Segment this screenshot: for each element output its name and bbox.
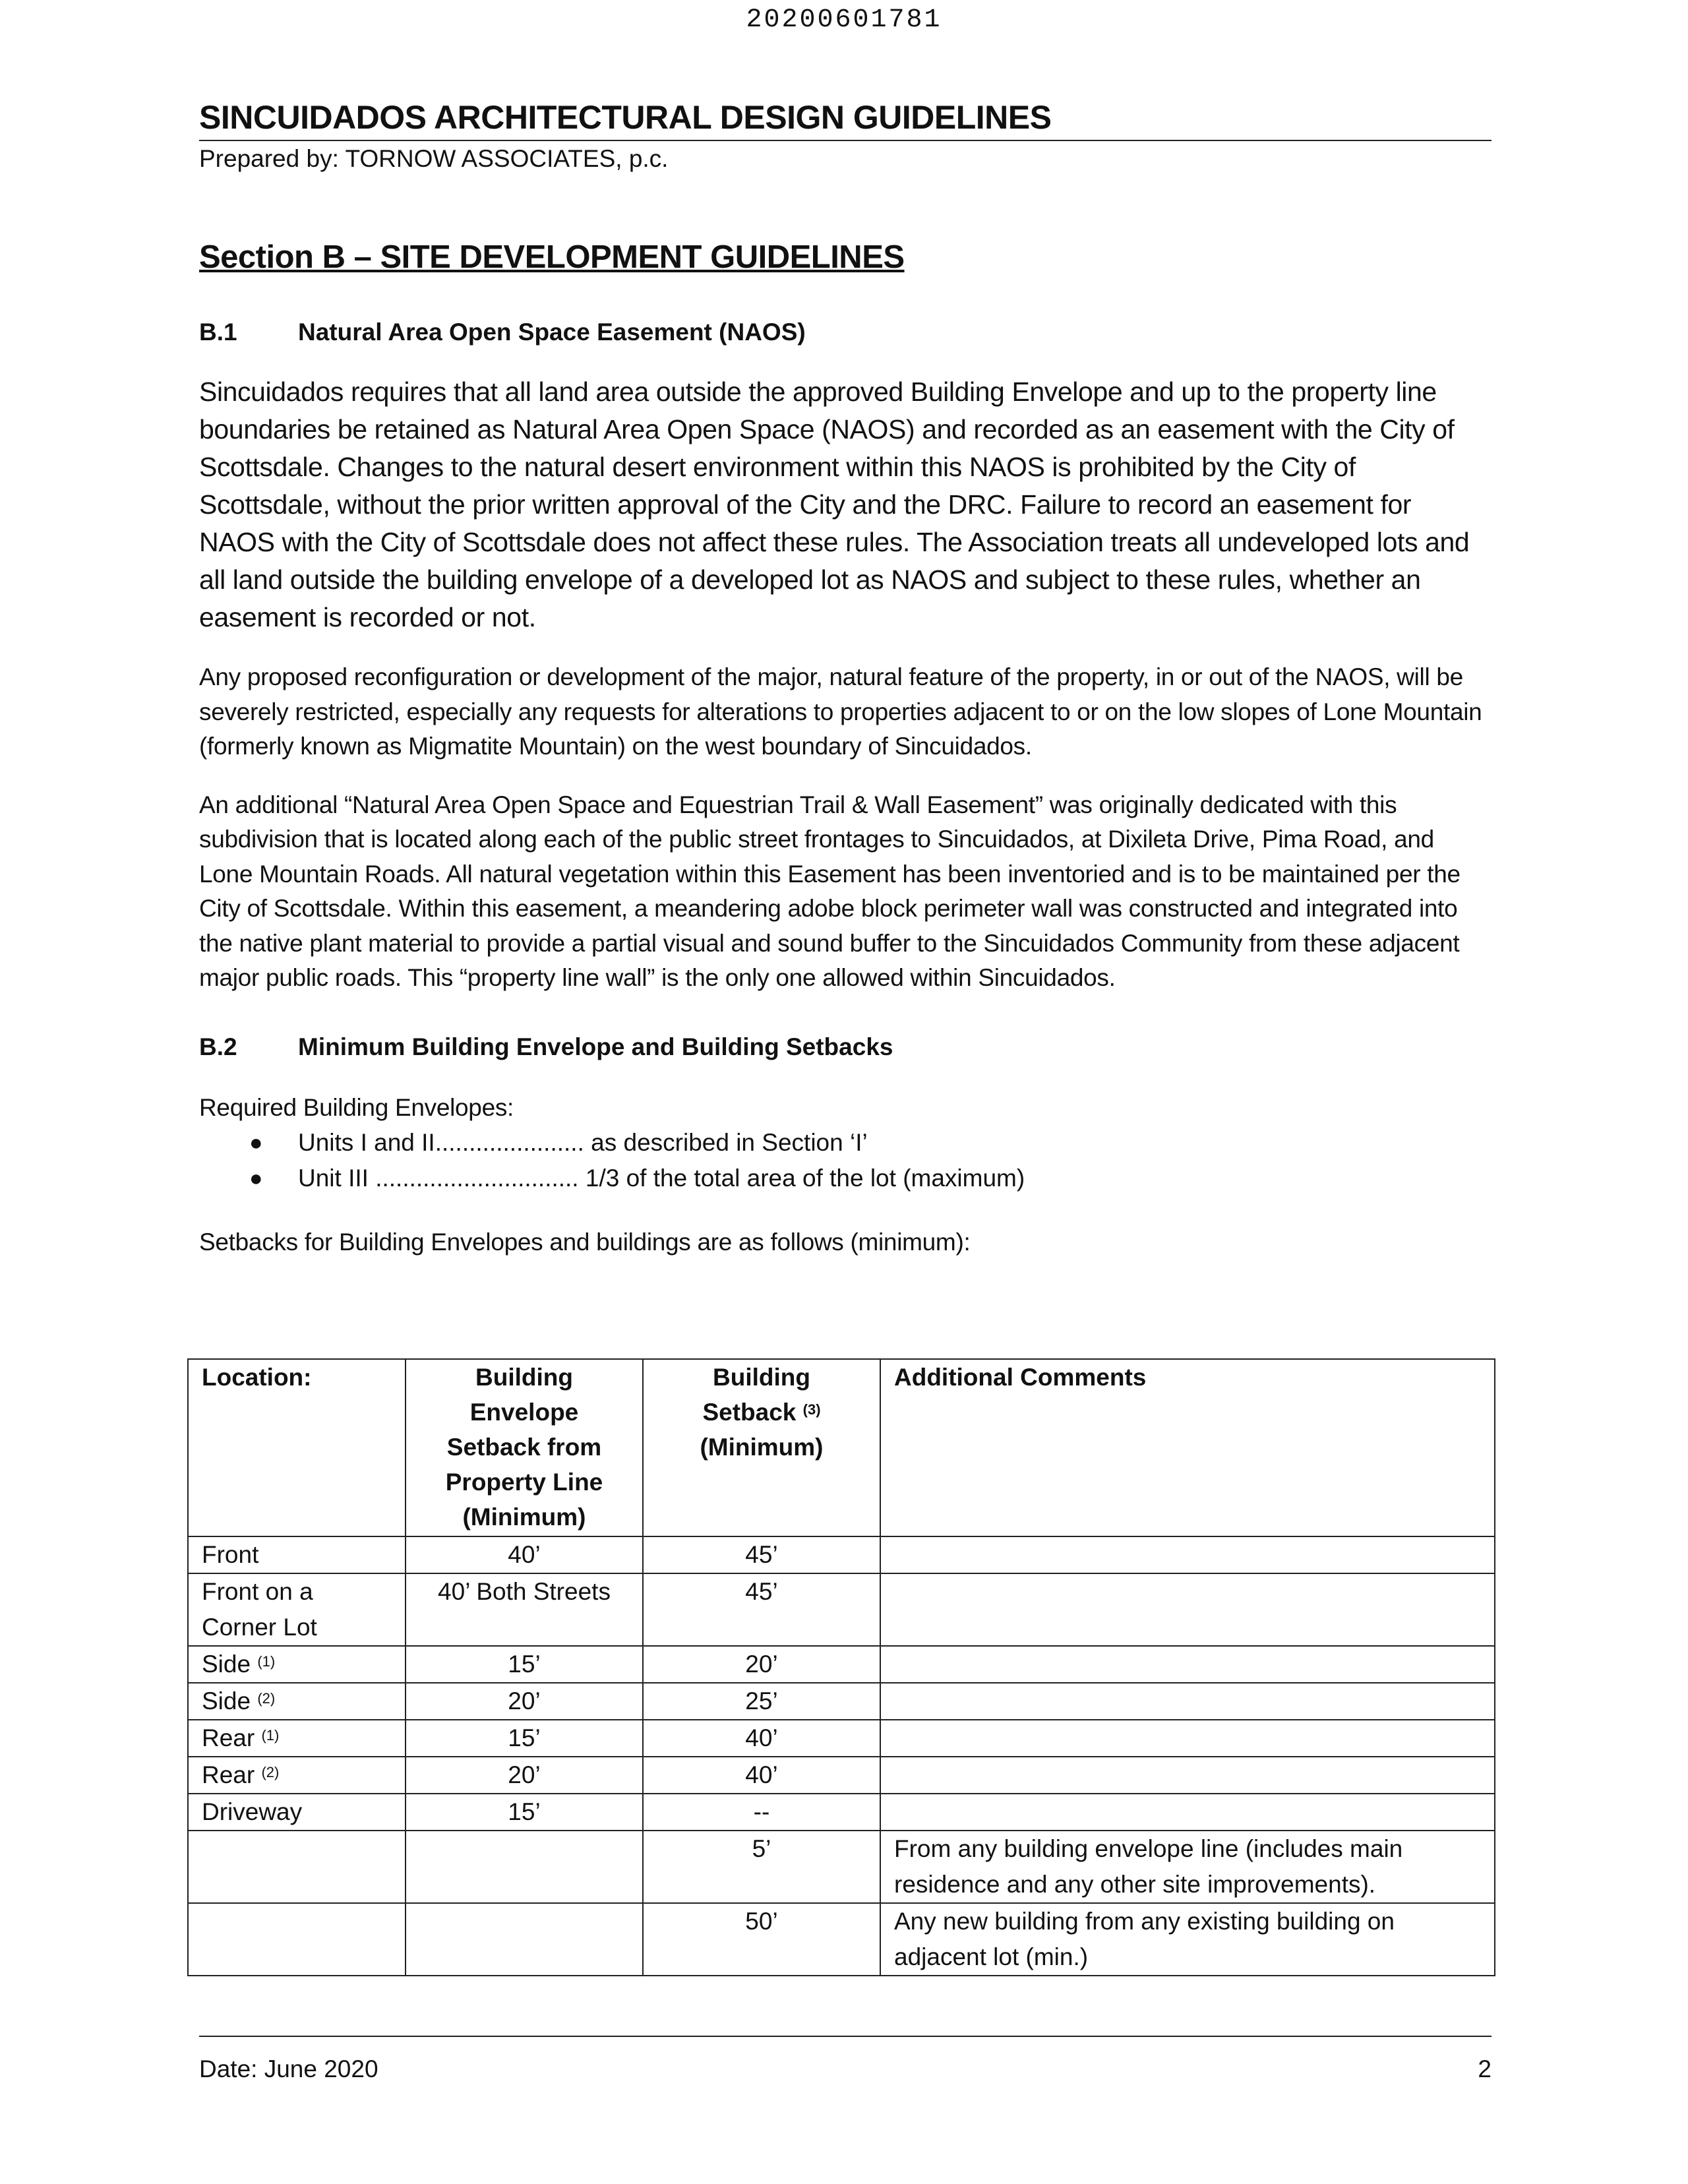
header-divider [199, 140, 1492, 141]
location-cell: Driveway [188, 1794, 406, 1831]
location-cell [188, 1903, 406, 1976]
envelope-cell: 40’ Both Streets [406, 1573, 643, 1646]
comment-cell [880, 1720, 1495, 1757]
b1-number: B.1 [199, 318, 237, 346]
list-item: ● Unit III .............................. 1/3 of the total area of the lot (maximum) [199, 1161, 1492, 1196]
location-cell: Side $^{(2)}$ [188, 1683, 406, 1720]
page-header [199, 98, 1492, 174]
envelope-cell [406, 1831, 643, 1903]
setback-cell: 40’ [643, 1757, 880, 1794]
comment-cell [880, 1646, 1495, 1683]
bullet-icon: ● [249, 1166, 263, 1191]
comment-cell [880, 1573, 1495, 1646]
b1-title: Natural Area Open Space Easement (NAOS) [298, 318, 806, 346]
location-cell: Front [188, 1536, 406, 1573]
page-footer [199, 2036, 1492, 2086]
required-envelopes-label: Required Building Envelopes: [199, 1093, 514, 1121]
footer-date: Date: June 2020 [199, 2055, 378, 2082]
comment-cell [880, 1757, 1495, 1794]
document-title: SINCUIDADOS ARCHITECTURAL DESIGN GUIDELINES [199, 99, 1052, 136]
setback-cell: 45’ [643, 1536, 880, 1573]
table-row [188, 1720, 1495, 1757]
header-envelope-setback: Building Envelope Setback from Property Line (Minimum) [406, 1359, 643, 1536]
document-number: 20200601781 [746, 5, 942, 35]
list-item: ● Units I and II...................... as described in Section ‘I’ [199, 1125, 1492, 1161]
location-cell: Rear $^{(2)}$ [188, 1757, 406, 1794]
prepared-by: Prepared by: TORNOW ASSOCIATES, p.c. [199, 145, 669, 172]
setback-cell: 5’ [643, 1831, 880, 1903]
envelope-cell: 20’ [406, 1683, 643, 1720]
footnote-marker: (1) [261, 1727, 280, 1744]
section-title: Section B – SITE DEVELOPMENT GUIDELINES [199, 239, 905, 275]
comment-cell: Any new building from any existing building on adjacent lot (min.) [880, 1903, 1495, 1976]
envelope-cell: 15’ [406, 1646, 643, 1683]
table-row [188, 1794, 1495, 1831]
envelope-cell: 15’ [406, 1794, 643, 1831]
footnote-marker: (2) [257, 1690, 276, 1707]
b1-paragraph-3: An additional “Natural Area Open Space and Equestrian Trail & Wall Easement” was originally dedicated with this subdivision that is located along each of the public street frontages to Sincuidados, at Dixileta Drive, Pima Road, and Lone Mountain Roads. All natural vegetation within this Easement has been inventoried and is to be maintained per the City of Scottsdale. Within this easement, a meandering adobe block perimeter wall was constructed and integrated into the native plant material to provide a partial visual and sound buffer to the Sincuidados Community from these adjacent major public roads. This “property line wall” is the only one allowed within Sincuidados. [199, 791, 1461, 991]
setbacks-intro: Setbacks for Building Envelopes and buildings are as follows (minimum): [199, 1228, 971, 1256]
table-row [188, 1903, 1495, 1976]
b2-heading [199, 1033, 1492, 1062]
comment-cell [880, 1683, 1495, 1720]
b1-paragraph-2: Any proposed reconfiguration or development of the major, natural feature of the property, in or out of the NAOS, will be severely restricted, especially any requests for alterations to properties adjacent to or on the low slopes of Lone Mountain (formerly known as Migmatite Mountain) on the west boundary of Sincuidados. [199, 663, 1482, 760]
setback-cell: 40’ [643, 1720, 880, 1757]
setback-cell: -- [643, 1794, 880, 1831]
bullet-icon: ● [249, 1130, 263, 1155]
table-row [188, 1536, 1495, 1573]
header-building-setback: Building Setback $^{(3)}$ (Minimum) [643, 1359, 880, 1536]
comment-cell: From any building envelope line (includes main residence and any other site improvements). [880, 1831, 1495, 1903]
setback-cell: 20’ [643, 1646, 880, 1683]
b2-number: B.2 [199, 1033, 237, 1060]
table-row [188, 1646, 1495, 1683]
location-cell: Rear $^{(1)}$ [188, 1720, 406, 1757]
setback-cell: 25’ [643, 1683, 880, 1720]
page-number: 2 [1478, 2055, 1492, 2082]
envelope-cell: 40’ [406, 1536, 643, 1573]
setback-cell: 50’ [643, 1903, 880, 1976]
envelope-cell: 15’ [406, 1720, 643, 1757]
table-header-row [188, 1359, 1495, 1536]
footnote-marker: (1) [257, 1653, 276, 1670]
envelope-cell: 20’ [406, 1757, 643, 1794]
main-content [199, 237, 1492, 1260]
envelope-list [199, 1125, 1492, 1196]
envelope-cell [406, 1903, 643, 1976]
table-row [188, 1831, 1495, 1903]
table-row [188, 1683, 1495, 1720]
comment-cell [880, 1536, 1495, 1573]
location-cell: Side $^{(1)}$ [188, 1646, 406, 1683]
location-cell: Front on a Corner Lot [188, 1573, 406, 1646]
b1-heading [199, 318, 1492, 347]
location-cell [188, 1831, 406, 1903]
table-row [188, 1573, 1495, 1646]
header-comments: Additional Comments [880, 1359, 1495, 1536]
table-row [188, 1757, 1495, 1794]
b1-paragraph-1: Sincuidados requires that all land area outside the approved Building Envelope and up to the property line boundaries be retained as Natural Area Open Space (NAOS) and recorded as an easement with the City of Scottsdale. Changes to the natural desert environment within this NAOS is prohibited by the City of Scottsdale, without the prior written approval of the City and the DRC. Failure to record an easement for NAOS with the City of Scottsdale does not affect these rules. The Association treats all undeveloped lots and all land outside the building envelope of a developed lot as NAOS and subject to these rules, whether an easement is recorded or not. [199, 377, 1470, 632]
b2-title: Minimum Building Envelope and Building Setbacks [298, 1033, 893, 1060]
header-location: Location: [188, 1359, 406, 1536]
comment-cell [880, 1794, 1495, 1831]
setback-cell: 45’ [643, 1573, 880, 1646]
setbacks-table [187, 1358, 1495, 1976]
footnote-marker: (2) [261, 1764, 280, 1780]
